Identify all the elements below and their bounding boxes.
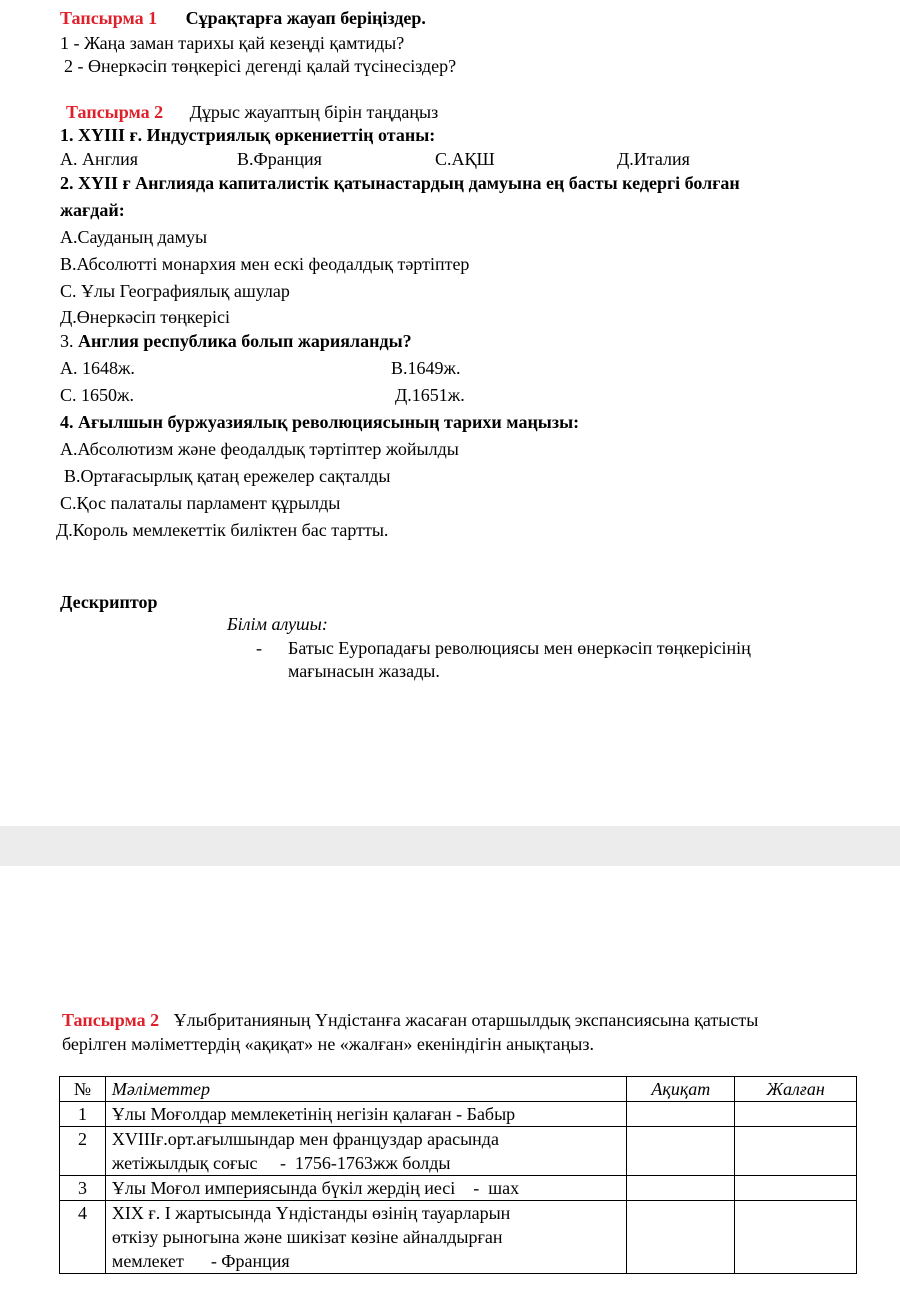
row-number: 2	[60, 1127, 106, 1176]
question-1-text: 1. XYIII ғ. Индустриялық өркениеттің отаны:	[60, 125, 436, 145]
question-1-option-c: С.АҚШ	[435, 149, 495, 169]
descriptor-title: Дескриптор	[60, 592, 158, 612]
question-3-option-d: Д.1651ж.	[395, 385, 465, 405]
question-3-heading	[60, 329, 412, 353]
row-info	[105, 1127, 627, 1176]
task3-heading	[62, 1008, 758, 1032]
question-2-option-c: С. Ұлы Географиялық ашулар	[60, 281, 290, 301]
task1-question-1: 1 - Жаңа заман тарихы қай кезеңді қамтиды?	[60, 33, 405, 53]
row-info	[105, 1102, 627, 1127]
header-number: №	[60, 1077, 106, 1102]
question-1-option-d: Д.Италия	[617, 149, 690, 169]
descriptor-item-line2: мағынасын жазады.	[288, 661, 440, 681]
task1-heading	[60, 6, 426, 30]
row-false-cell[interactable]	[735, 1102, 857, 1127]
page-separator	[0, 826, 900, 866]
table-row	[60, 1176, 857, 1201]
row-number: 1	[60, 1102, 106, 1127]
task3-title: Тапсырма 2	[62, 1010, 160, 1030]
row-false-cell[interactable]	[735, 1201, 857, 1274]
question-4-text: 4. Ағылшын буржуазиялық революциясының тарихи маңызы:	[60, 412, 580, 432]
question-4-option-d: Д.Король мемлекеттік биліктен бас тартты.	[56, 520, 389, 540]
table-header-row	[60, 1077, 857, 1102]
question-1-option-a: А. Англия	[60, 149, 138, 169]
task2-title: Тапсырма 2	[66, 102, 164, 122]
header-info: Мәліметтер	[105, 1077, 627, 1102]
descriptor-item-line1: Батыс Еуропадағы революциясы мен өнеркәсіп төңкерісінің	[288, 638, 751, 658]
question-2-option-d: Д.Өнеркәсіп төңкерісі	[60, 307, 231, 327]
row-number: 3	[60, 1176, 106, 1201]
task1-title: Тапсырма 1	[60, 8, 158, 28]
row-true-cell[interactable]	[627, 1201, 735, 1274]
question-3-option-c: С. 1650ж.	[60, 385, 134, 405]
question-2-option-a: А.Сауданың дамуы	[60, 227, 208, 247]
question-4-option-a: А.Абсолютизм және феодалдық тәртіптер жойылды	[60, 439, 459, 459]
question-3-text: Англия республика болып жарияланды?	[78, 331, 412, 351]
question-4-option-b: В.Ортағасырлық қатаң ережелер сақталды	[64, 466, 391, 486]
question-2-option-b: В.Абсолютті монархия мен ескі феодалдық тәртіптер	[60, 254, 470, 274]
question-2-text-line1: 2. XYII ғ Англияда капиталистік қатынастардың дамуына ең басты кедергі болған	[60, 173, 740, 193]
facts-table	[59, 1076, 857, 1274]
row-number: 4	[60, 1201, 106, 1274]
table-row	[60, 1201, 857, 1274]
row-false-cell[interactable]	[735, 1127, 857, 1176]
row-info-line: Ұлы Моғолдар мемлекетінің негізін қалаған - Бабыр	[111, 1104, 516, 1124]
row-info-line: XVIIIғ.орт.ағылшындар мен француздар арасында	[111, 1129, 499, 1149]
descriptor-dash: -	[256, 638, 262, 658]
row-true-cell[interactable]	[627, 1102, 735, 1127]
row-info-line: өткізу рыногына және шикізат көзіне айналдырған	[111, 1227, 503, 1247]
task3-line1: Ұлыбританияның Үндістанға жасаған отаршылдық экспансиясына қатысты	[173, 1010, 759, 1030]
row-info-line: XIX ғ. I жартысында Үндістанды өзінің тауарларын	[111, 1203, 511, 1223]
table-row	[60, 1102, 857, 1127]
question-4-option-c: С.Қос палаталы парламент құрылды	[60, 493, 341, 513]
task2-heading	[66, 100, 438, 124]
row-true-cell[interactable]	[627, 1176, 735, 1201]
row-info	[105, 1176, 627, 1201]
task1-instruction: Сұрақтарға жауап беріңіздер.	[185, 8, 426, 28]
row-info-line: Ұлы Моғол империясында бүкіл жердің иесі - шах	[111, 1178, 520, 1198]
question-2-text-line2: жағдай:	[60, 200, 125, 220]
task1-question-2: 2 - Өнеркәсіп төңкерісі дегенді қалай түсінесіздер?	[64, 56, 457, 76]
row-false-cell[interactable]	[735, 1176, 857, 1201]
row-info	[105, 1201, 627, 1274]
row-info-line: жетіжылдық соғыс - 1756-1763жж болды	[111, 1153, 451, 1173]
question-3-number: 3.	[60, 331, 74, 351]
row-info-line: мемлекет - Франция	[111, 1251, 290, 1271]
header-false: Жалған	[735, 1077, 857, 1102]
descriptor-subject: Білім алушы:	[227, 614, 328, 634]
question-3-option-a: А. 1648ж.	[60, 358, 135, 378]
question-1-option-b: В.Франция	[237, 149, 322, 169]
row-true-cell[interactable]	[627, 1127, 735, 1176]
question-3-option-b: В.1649ж.	[391, 358, 461, 378]
table-row	[60, 1127, 857, 1176]
task2-instruction: Дұрыс жауаптың бірін таңдаңыз	[189, 102, 439, 122]
header-true: Ақиқат	[627, 1077, 735, 1102]
task3-line2: берілген мәліметтердің «ақиқат» не «жалған» екеніндігін анықтаңыз.	[62, 1034, 594, 1054]
